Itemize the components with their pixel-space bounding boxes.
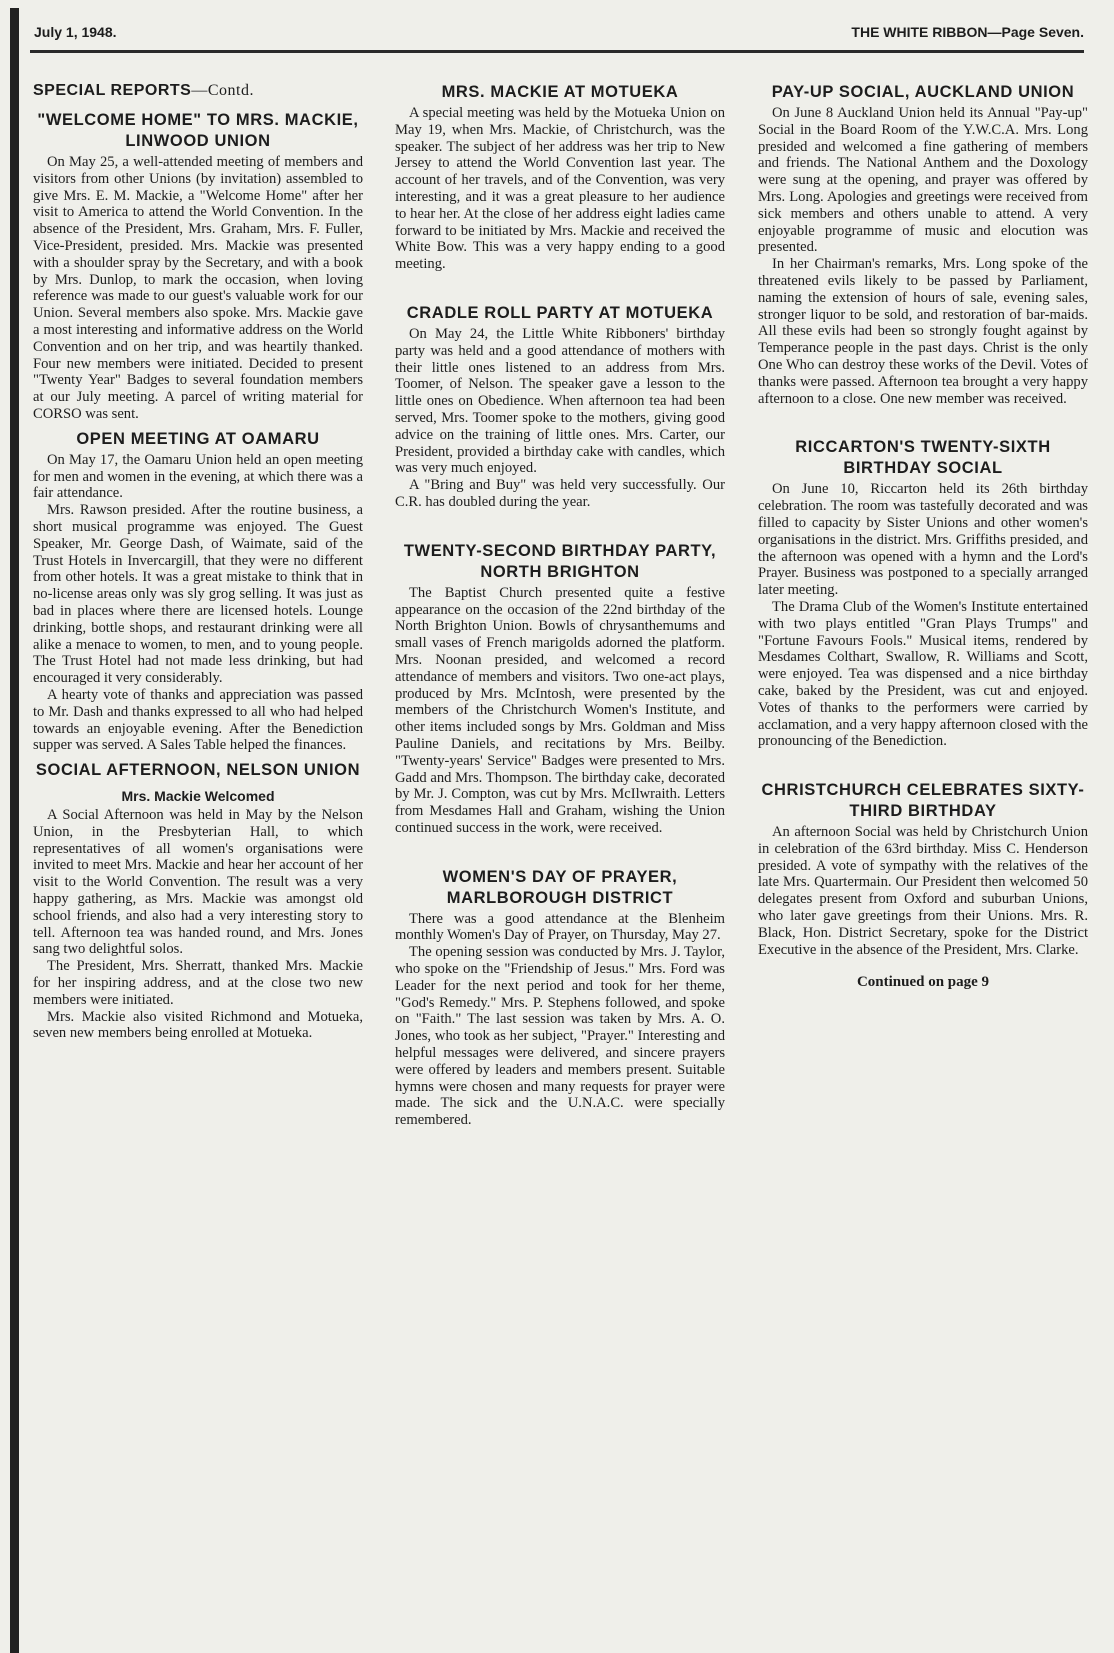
article-paragraph: A Social Afternoon was held in May by the Nelson Union, in the Presbyterian Hall, to which representatives of all women's organisations were invited to meet Mrs. Mackie and hear her account of her visit to the World Convention. The result was a very happy gathering, as Mrs. Mackie was amongst old school friends, and also had a very interesting story to tell. Afternoon tea was handed round, and Mrs. Jones sang two delightful solos.	[33, 807, 363, 958]
page-header	[30, 18, 1084, 46]
column-2	[395, 76, 725, 1129]
article-paragraph: The President, Mrs. Sherratt, thanked Mrs. Mackie for her inspiring address, and at the close two new members were initiated.	[33, 958, 363, 1008]
article-title: RICCARTON'S TWENTY-SIXTH BIRTHDAY SOCIAL	[795, 438, 1051, 478]
header-rule	[30, 50, 1084, 53]
article-title: TWENTY-SECOND BIRTHDAY PARTY, NORTH BRIGHTON	[403, 541, 717, 581]
article-subtitle: Mrs. Mackie Welcomed	[121, 788, 275, 805]
article-paragraph: The Baptist Church presented quite a festive appearance on the occasion of the 22nd birthday of the North Brighton Union. Bowls of chrysanthemums and small vases of French marigolds adorned the platform. Mrs. Noonan presided, and welcomed a record attendance of members and visitors. Two one-act plays, produced by Mrs. McIntosh, were presented by the members of the Christchurch Women's Institute, and other items included songs by Mrs. Goldman and Miss Pauline Daniels, and recitations by Mrs. Beilby. "Twenty-years' Service" Badges were presented to Mrs. Gadd and Mrs. Thompson. The birthday cake, decorated by Mr. J. Compton, was cut by Mrs. McIlwraith. Letters from Mesdames Hall and Graham, wishing the Union continued success in the work, were received.	[395, 584, 725, 836]
section-label-text: SPECIAL REPORTS	[33, 82, 192, 99]
article-paragraph: A hearty vote of thanks and appreciation was passed to Mr. Dash and thanks expressed to all who had helped towards an enjoyable evening. After the Benediction supper was served. A Sales Table helped the finances.	[33, 686, 363, 754]
section-label-suffix: —Contd.	[191, 82, 254, 99]
article-paragraph: On May 17, the Oamaru Union held an open meeting for men and women in the evening, at which there was a fair attendance.	[33, 451, 363, 502]
article-title: CHRISTCHURCH CELEBRATES SIXTY-THIRD BIRTHDAY	[761, 781, 1085, 821]
article-marlborough	[395, 867, 725, 1129]
continued-notice: Continued on page 9	[856, 974, 990, 991]
issue-date: July 1, 1948.	[34, 24, 117, 40]
article-oamaru	[33, 429, 363, 754]
article-paragraph: An afternoon Social was held by Christchurch Union in celebration of the 63rd birthday. Miss C. Henderson presided. A vote of sympathy with the relatives of the late Mrs. Quartermain. Our President then welcomed 50 delegates present from Oxford and suburban Unions, who later gave greetings from their Unions. Mrs. R. Black, Hon. District Secretary, spoke for the District Executive in the absence of the President, Mrs. Clarke.	[758, 824, 1088, 958]
article-riccarton	[758, 437, 1088, 750]
article-title: OPEN MEETING AT OAMARU	[76, 429, 320, 448]
article-cradle-roll	[395, 303, 725, 511]
column-1	[33, 76, 363, 1042]
publication-title: THE WHITE RIBBON—Page Seven.	[851, 24, 1084, 40]
column-3	[758, 76, 1088, 991]
article-title: WOMEN'S DAY OF PRAYER, MARLBOROUGH DISTRICT	[442, 867, 678, 907]
article-auckland	[758, 82, 1088, 407]
article-paragraph: A "Bring and Buy" was held very successfully. Our C.R. has doubled during the year.	[395, 477, 725, 510]
article-paragraph: On June 10, Riccarton held its 26th birthday celebration. The room was tastefully decorated and was filled to capacity by Sister Unions and other women's organisations in the district. Mrs. Griffiths presided, and the afternoon was opened with a hymn and the Lord's Prayer. Business was postponed to a specially arranged later meeting.	[758, 481, 1088, 599]
article-title: CRADLE ROLL PARTY AT MOTUEKA	[406, 303, 714, 322]
article-title: "WELCOME HOME" TO MRS. MACKIE, LINWOOD UNION	[37, 111, 359, 150]
article-title: PAY-UP SOCIAL, AUCKLAND UNION	[771, 83, 1075, 101]
article-paragraph: There was a good attendance at the Blenheim monthly Women's Day of Prayer, on Thursday, May 27.	[395, 910, 725, 944]
article-christchurch	[758, 780, 1088, 991]
article-paragraph: Mrs. Mackie also visited Richmond and Motueka, seven new members being enrolled at Motueka.	[33, 1008, 363, 1042]
article-paragraph: On May 25, a well-attended meeting of members and visitors from other Unions (by invitation) assembled to give Mrs. E. M. Mackie, a "Welcome Home" after her visit to America to attend the World Convention. In the absence of the President, Mrs. Graham, Mrs. F. Fuller, Vice-President, presided. Mrs. Mackie was presented with a shoulder spray by the Secretary, and with a book by Mrs. Dunlop, to mark the occasion, when loving reference was made to our guest's valuable work for our Union. Several members also spoke. Mrs. Mackie gave a most interesting and informative address on the World Convention and on her trip, and was heartily thanked. Four new members were initiated. Decided to present "Twenty Year" Badges to several foundation members at our July meeting. A parcel of writing material for CORSO was sent.	[33, 154, 363, 422]
article-title: SOCIAL AFTERNOON, NELSON UNION	[35, 761, 361, 780]
article-paragraph: The Drama Club of the Women's Institute entertained with two plays entitled "Gran Plays Trumps" and "Fortune Favours Fools." Musical items, rendered by Mesdames Colthart, Swallow, R. Williams and Scott, were enjoyed. Tea was dispensed and a nice birthday cake, baked by the President, was cut and enjoyed. Votes of thanks to the performers were carried by acclamation, and a very happy afternoon closed with the pronouncing of the Benediction.	[758, 598, 1088, 750]
article-title: MRS. MACKIE AT MOTUEKA	[441, 83, 679, 101]
article-paragraph: On May 24, the Little White Ribboners' birthday party was held and a good attendance of mothers with their little ones listened to an address from Mrs. Toomer, of Nelson. The speaker gave a lesson to the little ones on Obedience. When afternoon tea had been served, Mrs. Toomer spoke to the mothers, giving good advice on the training of little ones. Mrs. Carter, our President, provided a birthday cake with candles, which was very much enjoyed.	[395, 325, 725, 477]
article-motueka	[395, 82, 725, 273]
section-label	[33, 82, 363, 100]
article-nelson	[33, 760, 363, 1042]
article-paragraph: In her Chairman's remarks, Mrs. Long spoke of the threatened evils likely to be passed by Parliament, naming the extension of hours of sale, evening sales, stronger liquor to be sold, and restoration of bar-maids. All these evils had been so strongly fought against by Temperance people in the past days. Christ is the only One Who can destroy these works of the Devil. Votes of thanks were passed. Afternoon tea brought a very happy afternoon to a close. One new member was received.	[758, 256, 1088, 407]
article-paragraph: On June 8 Auckland Union held its Annual "Pay-up" Social in the Board Room of the Y.W.C.A. Mrs. Long presided and welcomed a fine gathering of members and friends. The National Anthem and the Doxology were sung at the opening, and prayer was offered by Mrs. Long. Apologies and greetings were received from sick members and others unable to attend. A very enjoyable programme of music and elocution was presented.	[758, 105, 1088, 256]
article-paragraph: A special meeting was held by the Motueka Union on May 19, when Mrs. Mackie, of Christchurch, was the speaker. The subject of her address was her trip to New Jersey to attend the World Convention last year. The account of her travels, and of the Convention, was very interesting, and it was a great pleasure to her audience to hear her. At the close of her address eight ladies came forward to be initiated by Mrs. Mackie and received the White Bow. This was a very happy ending to a good meeting.	[395, 105, 725, 273]
left-margin-rule	[10, 8, 19, 1653]
article-linwood	[33, 110, 363, 423]
article-north-brighton	[395, 541, 725, 837]
article-paragraph: The opening session was conducted by Mrs. J. Taylor, who spoke on the "Friendship of Jesus." Mrs. Ford was Leader for the next period and took for her theme, "God's Remedy." Mrs. P. Stephens followed, and spoke on "Faith." The last session was taken by Mrs. A. O. Jones, who took as her subject, "Prayer." Interesting and helpful messages were delivered, and sincere prayers were offered by leaders and members present. Suitable hymns were chosen and many requests for prayer were made. The sick and the U.N.A.C. were specially remembered.	[395, 944, 725, 1129]
article-paragraph: Mrs. Rawson presided. After the routine business, a short musical programme was enjoyed. The Guest Speaker, Mr. George Dash, of Waimate, said of the Trust Hotels in Invercargill, that they were no different from other hotels. It was a great mistake to think that in no-license areas only was sly grog selling. It was just as bad in places where there are licensed hotels. Lounge drinking, bottle shops, and restaurant drinking were all alike a menace to women, to men, and to young people. The Trust Hotel had not made less drinking, but had encouraged it very considerably.	[33, 502, 363, 687]
